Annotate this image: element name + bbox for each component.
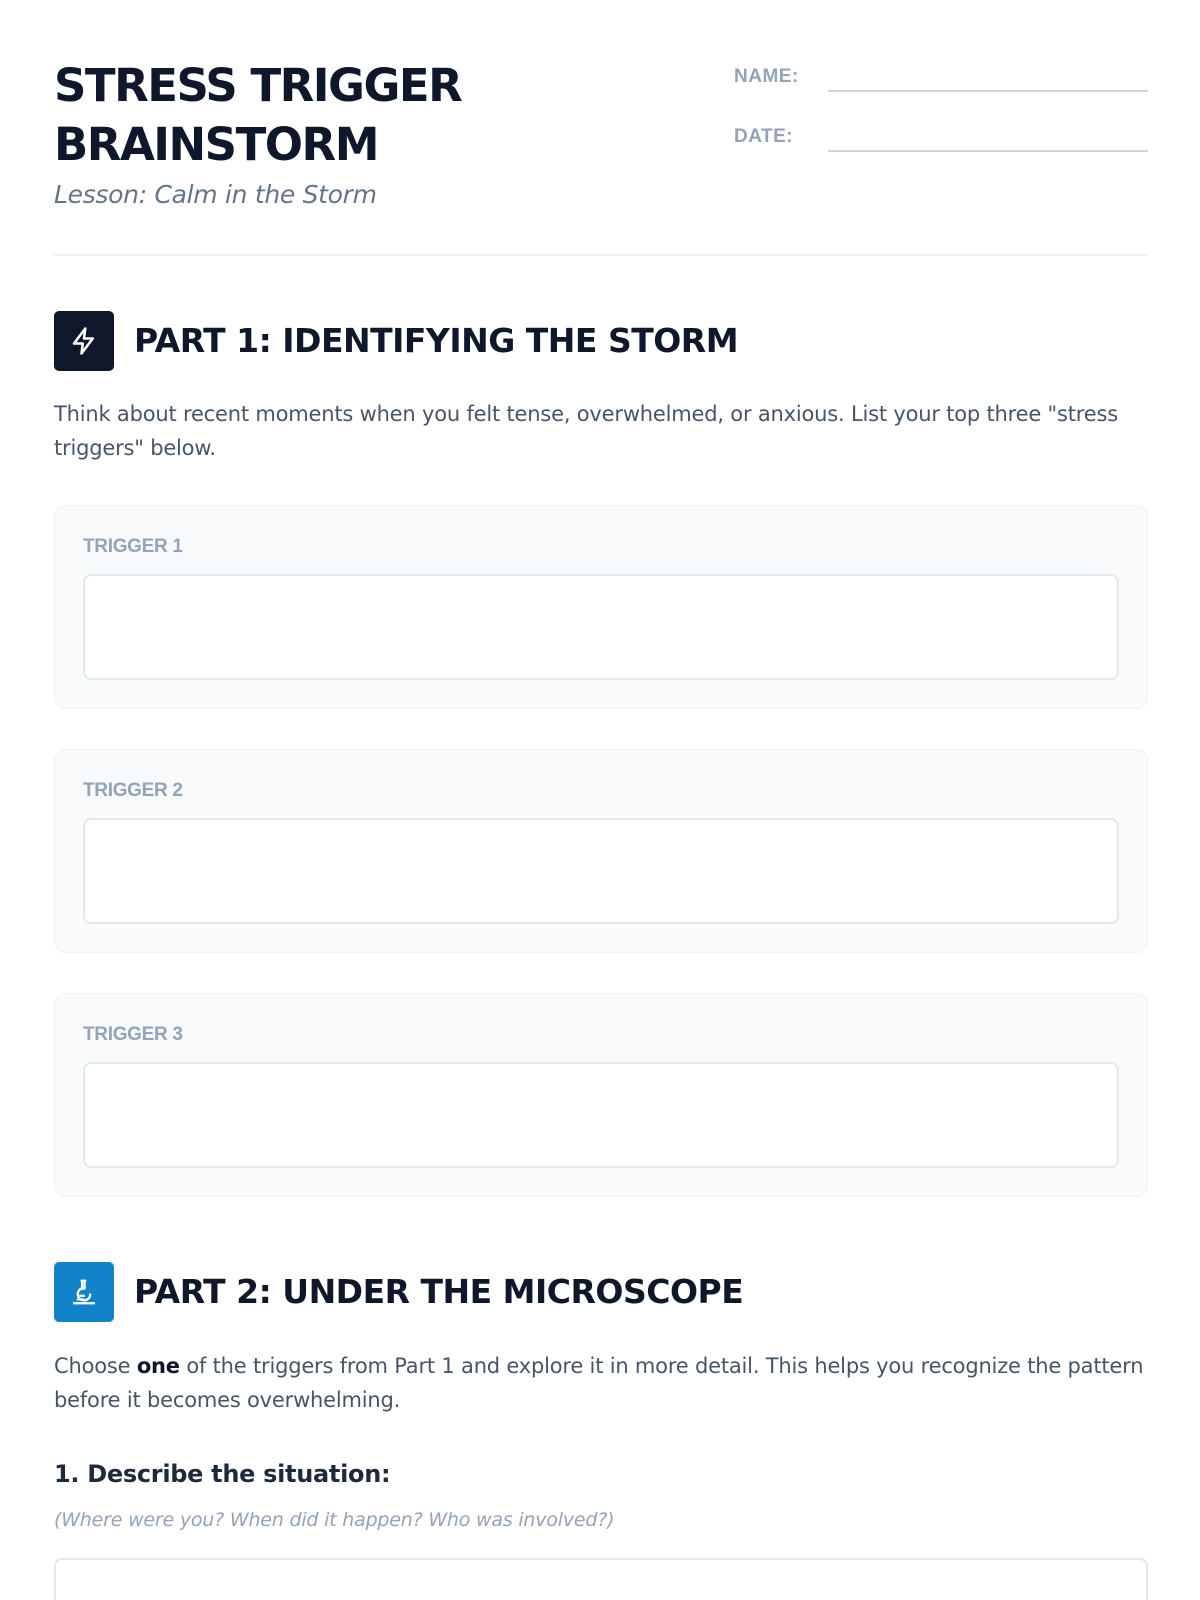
name-row — [734, 60, 1148, 100]
question-1-title: 1. Describe the situation: — [54, 1460, 391, 1488]
name-field[interactable] — [828, 90, 1148, 92]
microscope-icon — [54, 1262, 114, 1322]
question-1-hint: (Where were you? When did it happen? Who was involved?) — [54, 1509, 615, 1531]
trigger-card-3 — [54, 993, 1148, 1197]
date-row — [734, 120, 1148, 160]
trigger-card-2 — [54, 749, 1148, 953]
part2-intro-end: of the triggers from Part 1 and explore it in more detail. This helps you recognize the pattern before it becomes overwhelming. — [54, 1354, 1144, 1412]
part2-intro-start: Choose — [54, 1354, 137, 1378]
part1-instructions: Think about recent moments when you felt tense, overwhelmed, or anxious. List your top three "stress triggers" below. — [54, 402, 1118, 460]
title-line-2: BRAINSTORM — [54, 118, 378, 171]
lightning-bolt-icon — [54, 311, 114, 371]
header-divider — [54, 254, 1148, 256]
part2-title: PART 2: UNDER THE MICROSCOPE — [134, 1272, 744, 1311]
worksheet-title — [54, 56, 674, 174]
part2-intro-emphasis: one — [136, 1354, 180, 1378]
part1-title: PART 1: IDENTIFYING THE STORM — [134, 321, 739, 360]
lesson-subtitle: Lesson: Calm in the Storm — [54, 180, 377, 209]
trigger-label-1: TRIGGER 1 — [83, 536, 183, 557]
part2-heading — [54, 1262, 1148, 1322]
title-line-1: STRESS TRIGGER — [54, 59, 462, 112]
date-label: DATE: — [734, 126, 794, 147]
worksheet-header — [54, 56, 1148, 256]
date-field[interactable] — [828, 150, 1148, 152]
question-1-answer[interactable] — [54, 1558, 1148, 1600]
trigger-input-3[interactable] — [83, 1062, 1119, 1168]
name-label: NAME: — [734, 66, 799, 87]
part2-instructions — [54, 1349, 1148, 1417]
trigger-input-1[interactable] — [83, 574, 1119, 680]
part1-heading — [54, 311, 1148, 371]
trigger-label-2: TRIGGER 2 — [83, 780, 183, 801]
trigger-input-2[interactable] — [83, 818, 1119, 924]
trigger-card-1 — [54, 505, 1148, 709]
trigger-label-3: TRIGGER 3 — [83, 1024, 183, 1045]
